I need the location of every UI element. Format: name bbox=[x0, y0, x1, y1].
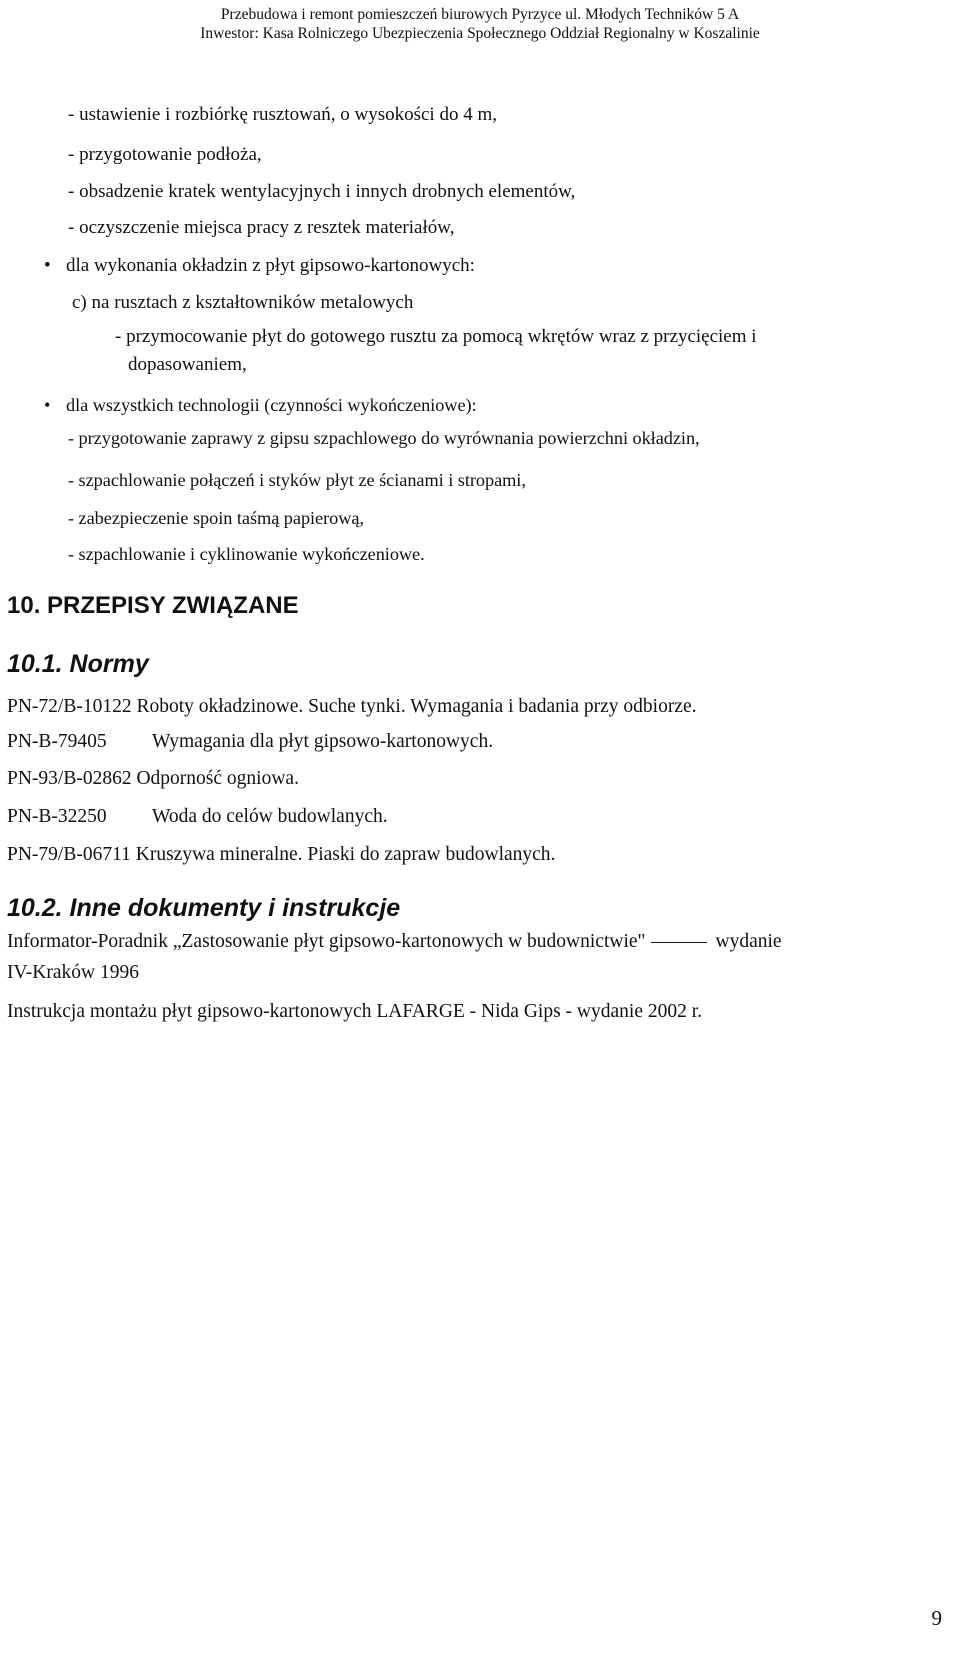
sub-item-line: - przymocowanie płyt do gotowego rusztu za pomocą wkrętów wraz z przycięciem i bbox=[115, 326, 757, 347]
norm-code: PN-93/B-02862 bbox=[7, 768, 132, 789]
document-title: Informator-Poradnik „Zastosowanie płyt gipsowo-kartonowych w budownictwie" bbox=[7, 931, 646, 952]
list-item: - przygotowanie podłoża, bbox=[68, 144, 262, 165]
list-item: - szpachlowanie i cyklinowanie wykończeniowe. bbox=[68, 544, 425, 564]
list-item: - zabezpieczenie spoin taśmą papierową, bbox=[68, 508, 364, 528]
norm-title: Wymagania dla płyt gipsowo-kartonowych. bbox=[152, 731, 494, 752]
bullet-item bbox=[44, 254, 475, 278]
list-item: - szpachlowanie połączeń i styków płyt ze ścianami i stropami, bbox=[68, 470, 526, 490]
bullet-item bbox=[44, 393, 477, 417]
norm-code: PN-B-32250 bbox=[7, 806, 107, 827]
bullet-icon: • bbox=[44, 255, 51, 276]
bullet-icon: • bbox=[44, 395, 51, 415]
list-item: - przygotowanie zaprawy z gipsu szpachlowego do wyrównania powierzchni okładzin, bbox=[68, 428, 700, 448]
document-header bbox=[0, 0, 960, 43]
list-item: - ustawienie i rozbiórkę rusztowań, o wysokości do 4 m, bbox=[68, 104, 497, 125]
document-entry: Instrukcja montażu płyt gipsowo-kartonowych LAFARGE - Nida Gips - wydanie 2002 r. bbox=[7, 1001, 703, 1022]
page-number: 9 bbox=[931, 1606, 942, 1630]
norm-code: PN-79/B-06711 bbox=[7, 844, 131, 865]
list-item: - obsadzenie kratek wentylacyjnych i innych drobnych elementów, bbox=[68, 181, 576, 202]
subsection-heading: 10.1. Normy bbox=[7, 650, 149, 678]
document-edition: wydanie bbox=[715, 931, 782, 952]
bullet-text: dla wszystkich technologii (czynności wykończeniowe): bbox=[66, 395, 477, 415]
dash-separator bbox=[651, 942, 707, 943]
norm-entry bbox=[7, 695, 697, 719]
norm-entry bbox=[7, 767, 299, 791]
norm-entry bbox=[7, 730, 493, 754]
norm-entry bbox=[7, 843, 555, 867]
norm-entry bbox=[7, 805, 388, 829]
list-item: - oczyszczenie miejsca pracy z resztek materiałów, bbox=[68, 217, 455, 238]
norm-code: PN-72/B-10122 bbox=[7, 696, 132, 717]
norm-title: Woda do celów budowlanych. bbox=[152, 806, 388, 827]
document-entry bbox=[7, 930, 782, 954]
section-heading: 10. PRZEPISY ZWIĄZANE bbox=[7, 592, 299, 619]
bullet-text: dla wykonania okładzin z płyt gipsowo-kartonowych: bbox=[66, 255, 475, 276]
norm-title: Odporność ogniowa. bbox=[136, 768, 299, 789]
header-investor: Inwestor: Kasa Rolniczego Ubezpieczenia Społecznego Oddział Regionalny w Koszalinie bbox=[200, 25, 760, 42]
norm-title: Kruszywa mineralne. Piaski do zapraw budowlanych. bbox=[135, 844, 556, 865]
header-project-title: Przebudowa i remont pomieszczeń biurowych Pyrzyce ul. Młodych Techników 5 A bbox=[220, 6, 740, 23]
subsection-heading: 10.2. Inne dokumenty i instrukcje bbox=[7, 894, 401, 922]
document-entry-continued: IV-Kraków 1996 bbox=[7, 962, 139, 983]
norm-title: Roboty okładzinowe. Suche tynki. Wymagania i badania przy odbiorze. bbox=[136, 696, 697, 717]
sub-item-c: c) na rusztach z kształtowników metalowych bbox=[72, 292, 414, 313]
norm-code: PN-B-79405 bbox=[7, 731, 107, 752]
sub-item-line-continued: dopasowaniem, bbox=[128, 354, 247, 375]
